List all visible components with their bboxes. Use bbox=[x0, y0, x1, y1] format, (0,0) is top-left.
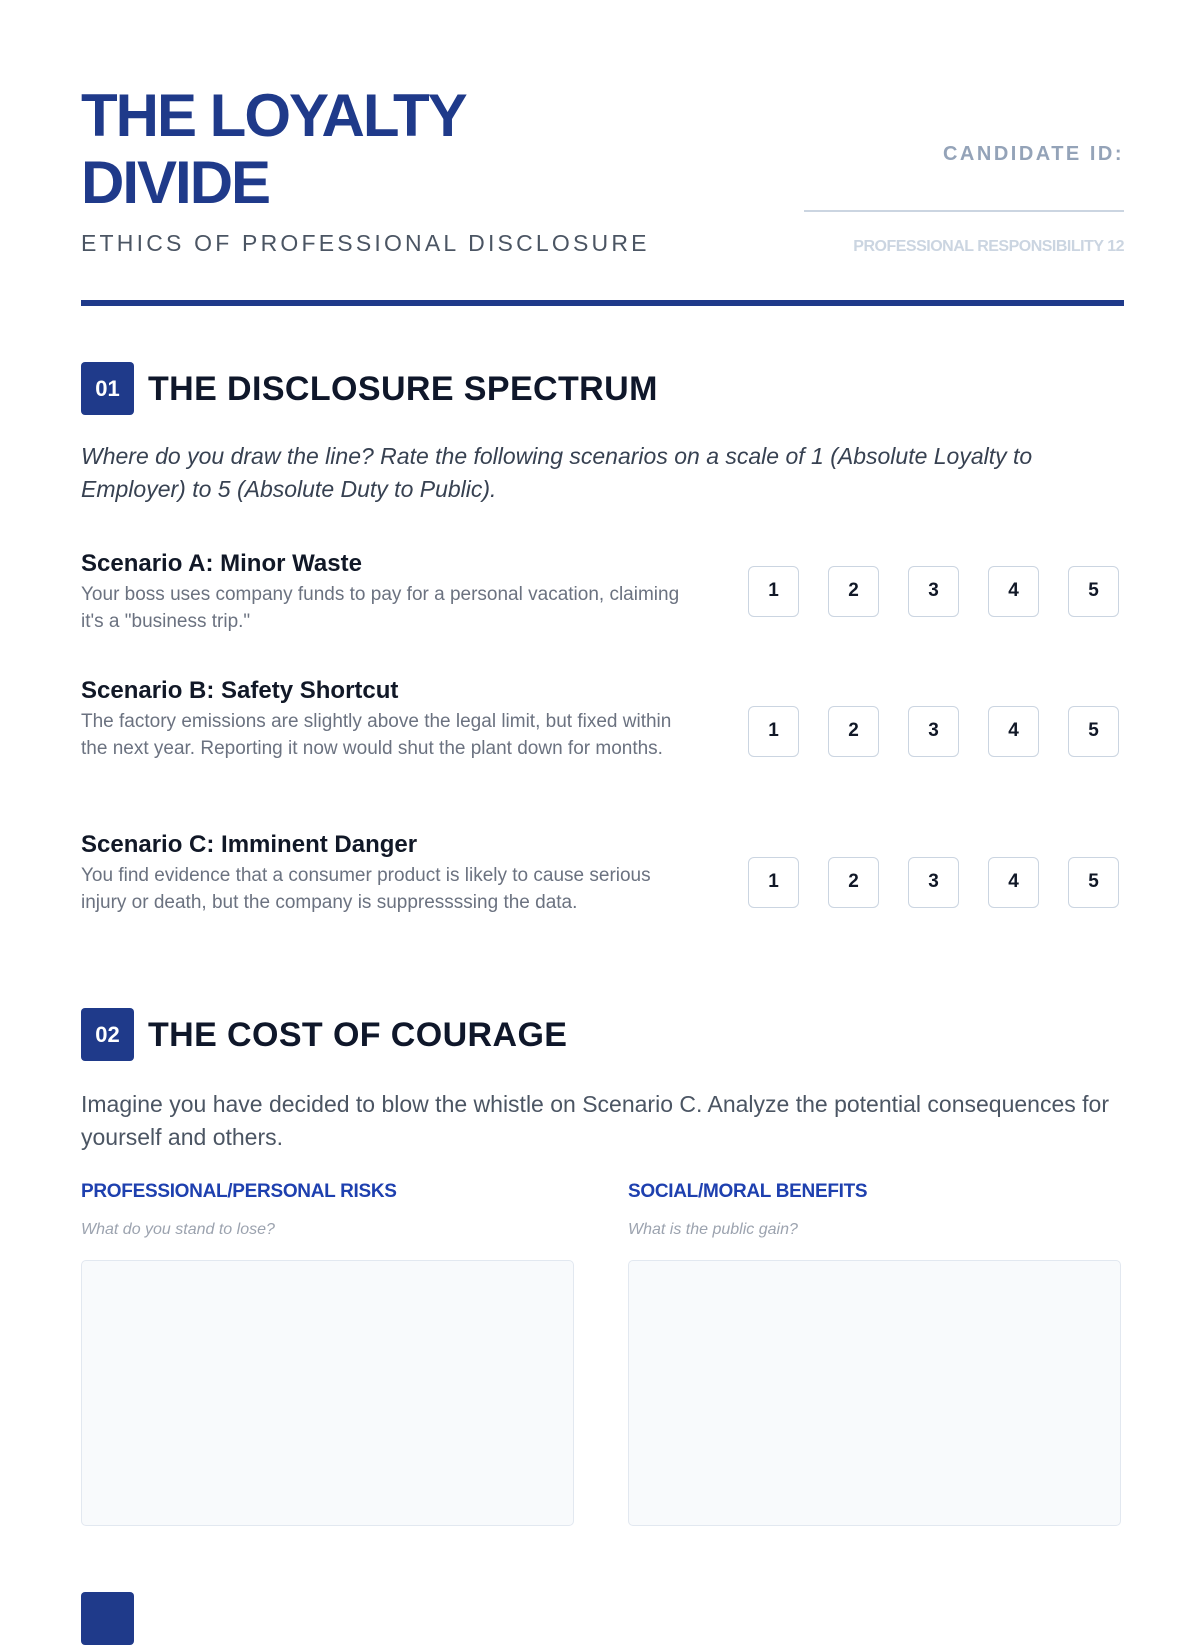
rating-option-3[interactable]: 3 bbox=[908, 706, 959, 757]
candidate-id-label: CANDIDATE ID: bbox=[942, 143, 1124, 165]
rating-option-1[interactable]: 1 bbox=[748, 566, 799, 617]
column-hint: What is the public gain? bbox=[628, 1221, 798, 1238]
benefits-answer-box[interactable] bbox=[628, 1260, 1121, 1526]
rating-scale-a bbox=[748, 566, 1124, 620]
header-divider bbox=[81, 300, 1124, 306]
rating-scale-b bbox=[748, 706, 1124, 760]
page-title bbox=[81, 82, 466, 216]
rating-option-1[interactable]: 1 bbox=[748, 706, 799, 757]
rating-option-5[interactable]: 5 bbox=[1068, 706, 1119, 757]
scenario-title: Scenario B: Safety Shortcut bbox=[81, 677, 399, 704]
rating-option-3[interactable]: 3 bbox=[908, 857, 959, 908]
benefits-column bbox=[628, 1180, 1121, 1240]
rating-option-1[interactable]: 1 bbox=[748, 857, 799, 908]
scenario-description: The factory emissions are slightly above the legal limit, but fixed within the next year. Reporting it now would shut the plant down for months. bbox=[81, 711, 672, 759]
column-title: SOCIAL/MORAL BENEFITS bbox=[628, 1181, 868, 1202]
page-subtitle: ETHICS OF PROFESSIONAL DISCLOSURE bbox=[81, 230, 650, 256]
section-title: THE DISCLOSURE SPECTRUM bbox=[148, 370, 658, 408]
section-1-instructions: Where do you draw the line? Rate the following scenarios on a scale of 1 (Absolute Loyalty to Employer) to 5 (Absolute Duty to Public). bbox=[81, 443, 1033, 502]
worksheet-page bbox=[81, 0, 1124, 1600]
scenario-description: Your boss uses company funds to pay for a personal vacation, claiming it's a "business trip." bbox=[81, 584, 680, 632]
scenario-title: Scenario C: Imminent Danger bbox=[81, 831, 418, 858]
section-title: THE COST OF COURAGE bbox=[148, 1016, 568, 1054]
rating-option-3[interactable]: 3 bbox=[908, 566, 959, 617]
section-number-badge: 01 bbox=[81, 362, 134, 415]
title-line-1: THE LOYALTY bbox=[81, 82, 466, 149]
risks-answer-box[interactable] bbox=[81, 1260, 574, 1526]
rating-option-4[interactable]: 4 bbox=[988, 706, 1039, 757]
rating-option-5[interactable]: 5 bbox=[1068, 857, 1119, 908]
candidate-id-field[interactable] bbox=[804, 210, 1124, 212]
risks-column bbox=[81, 1180, 574, 1240]
rating-option-2[interactable]: 2 bbox=[828, 566, 879, 617]
rating-option-5[interactable]: 5 bbox=[1068, 566, 1119, 617]
course-name: PROFESSIONAL RESPONSIBILITY 12 bbox=[853, 238, 1124, 255]
rating-option-4[interactable]: 4 bbox=[988, 857, 1039, 908]
scenario-title: Scenario A: Minor Waste bbox=[81, 550, 362, 577]
title-line-2: DIVIDE bbox=[81, 149, 270, 216]
scenario-description: You find evidence that a consumer product is likely to cause serious injury or death, but the company is suppressssing the data. bbox=[81, 865, 651, 913]
rating-option-2[interactable]: 2 bbox=[828, 706, 879, 757]
rating-option-2[interactable]: 2 bbox=[828, 857, 879, 908]
column-hint: What do you stand to lose? bbox=[81, 1221, 275, 1238]
section-number-badge: 02 bbox=[81, 1008, 134, 1061]
column-title: PROFESSIONAL/PERSONAL RISKS bbox=[81, 1181, 397, 1202]
rating-scale-c bbox=[748, 857, 1124, 911]
rating-option-4[interactable]: 4 bbox=[988, 566, 1039, 617]
section-2-instructions: Imagine you have decided to blow the whistle on Scenario C. Analyze the potential consequences for yourself and others. bbox=[81, 1091, 1109, 1150]
